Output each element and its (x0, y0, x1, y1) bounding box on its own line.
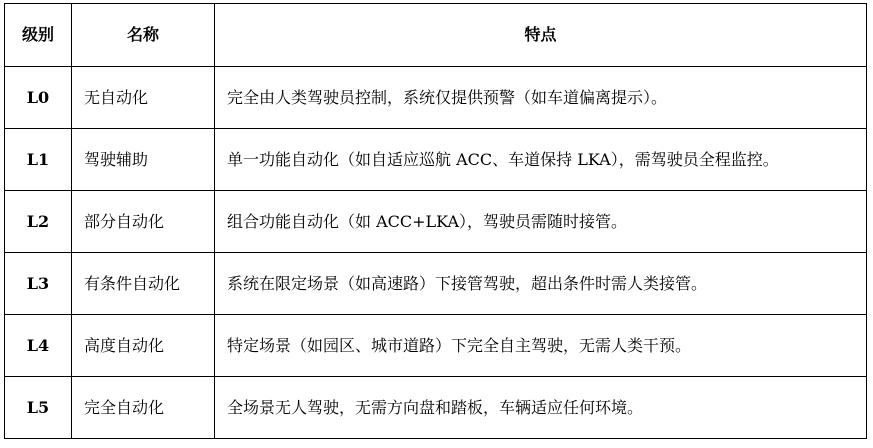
name-cell: 有条件自动化 (72, 253, 215, 315)
header-level: 级别 (5, 4, 72, 67)
autonomy-levels-table (4, 3, 867, 439)
level-cell: L0 (5, 67, 72, 129)
level-cell: L4 (5, 315, 72, 377)
features-cell: 系统在限定场景（如高速路）下接管驾驶，超出条件时需人类接管。 (215, 253, 867, 315)
features-cell: 完全由人类驾驶员控制，系统仅提供预警（如车道偏离提示）。 (215, 67, 867, 129)
name-cell: 无自动化 (72, 67, 215, 129)
level-cell: L5 (5, 377, 72, 439)
autonomy-levels-table-container (4, 3, 867, 439)
table-row (5, 129, 867, 191)
level-cell: L1 (5, 129, 72, 191)
level-cell: L3 (5, 253, 72, 315)
features-cell: 组合功能自动化（如 ACC+LKA），驾驶员需随时接管。 (215, 191, 867, 253)
table-row (5, 191, 867, 253)
features-cell: 特定场景（如园区、城市道路）下完全自主驾驶，无需人类干预。 (215, 315, 867, 377)
table-row (5, 377, 867, 439)
features-cell: 单一功能自动化（如自适应巡航 ACC、车道保持 LKA），需驾驶员全程监控。 (215, 129, 867, 191)
header-name: 名称 (72, 4, 215, 67)
name-cell: 高度自动化 (72, 315, 215, 377)
table-header (5, 4, 867, 67)
header-row (5, 4, 867, 67)
table-row (5, 253, 867, 315)
features-cell: 全场景无人驾驶，无需方向盘和踏板，车辆适应任何环境。 (215, 377, 867, 439)
name-cell: 驾驶辅助 (72, 129, 215, 191)
table-body (5, 67, 867, 439)
table-row (5, 67, 867, 129)
header-features: 特点 (215, 4, 867, 67)
name-cell: 部分自动化 (72, 191, 215, 253)
level-cell: L2 (5, 191, 72, 253)
table-row (5, 315, 867, 377)
name-cell: 完全自动化 (72, 377, 215, 439)
